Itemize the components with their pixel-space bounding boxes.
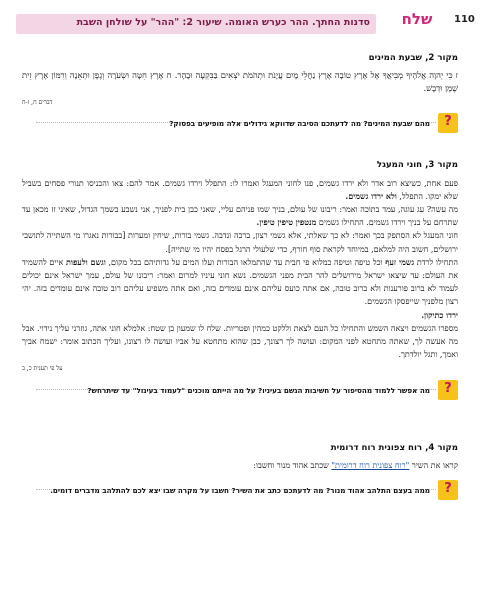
logo-text: שלח	[401, 10, 433, 28]
section-4-question	[22, 480, 458, 502]
section-4-title: מקור 4, רוח צפונית רוח דרומית	[330, 442, 458, 453]
song-link[interactable]: "רוח צפונית רוח דרומית"	[331, 460, 410, 470]
section-3-source: על פי תענית כ, ב	[22, 365, 63, 373]
section-2-title: מקור 2, שבעת המינים	[368, 53, 458, 63]
question-text: ממה בעצם התלהב אהוד מנור? מה לדעתכם כתב את השיר? חשבו על מקרה שבו יצא לכם להתלהב מדברים דומים.	[50, 486, 430, 496]
section-3-paragraph-3: חוני המעגל לא הסתפק בכך ואמר: לא כך שאלתי, אלא גשמי רצון, ברכה ונדבה. גשמי בורות, שיחין ומערות [בבורות נאגרו מי השתייה לתושבי ירושלים, חשוב היה למלאם, במיוחד לקראת סוף חורף, כדי שלעולי הרגל בפסח יהיו מי שתייה].	[22, 231, 458, 254]
section-4-intro: קראו את השיר "רוח צפונית רוח דרומית" שכתב אהוד מנור וחשבו:	[253, 460, 458, 470]
page-number: 110	[454, 14, 475, 25]
section-3-paragraph-4: התחילו לרדת גשמי זעף וכל טיפה וטיפה כמלוא פי חבית עד שהתמלאו הבורות ועלו המים על גדותיהם בכל מקום, וגשם ולעפות איים להשמיד את העולם: עד שיצאו ישראל מירושלים להר הבית מפני הגשמים. נשא חוני עיניו למרום ואמר: ריבונו של עולם, עמך ישראל אינם יכולים לעמוד לא ברוב פורענות ולא ברוב טובה, אם אתה כועס עליהם אינם עומדים בזה, ואם אתה משפיע עליהם רוב טובה אינם עומדים בזה. יהי רצון מלפניך שייפסקו הגשמים.	[22, 256, 458, 307]
brand-logo	[388, 4, 446, 36]
question-text: מה אפשר ללמוד מהסיפור על חשיבות הגשם בעיניו? על מה הייתם מוכנים "לעמוד בעיגול" עד שיתרחש?	[87, 385, 430, 395]
question-mark-icon: ?	[438, 113, 458, 133]
section-3-paragraph-6: מספרו הגשמים ויצאה השמש והתחילו כל העם לצאת וללקט כמהין ופטריות. שלח לו שמעון בן שטח: אלמלא חוני אתה, גוזרני עליך נידוי. אבל מה אעשה לך, שאתה מתחטא לפני המקום: ועושה לך רצונך, כבן שהוא מתחטא על אביו ועושה לו רצונו, ועליך הכתוב אומר: ישמח אביך ואמך, ותגל יולדתך.	[22, 323, 459, 360]
question-mark-icon: ?	[438, 380, 458, 400]
section-3-paragraph-1: פעם אחת, כשיצא רוב אדר ולא ירדו גשמים, פנו לחוני המעגל ואמרו לו: התפלל וירדו גשמים. אמר להם: צאו והכניסו תנורי פסחים בשביל שלא ימקו. התפלל, ולא ירדו גשמים.	[22, 178, 458, 201]
section-3-paragraph-2: מה עשה? עג עוגה, עמד בתוכה ואמר: ריבונו של עולם, בניך שמו פניהם עליי, שאני כבן בית לפניך, אני נשבע בשמך הגדול, שאיני זז מכאן עד שתרחם על בניך וירדו גשמים. התחילו גשמים מנטפין טיפין טיפין.	[22, 205, 458, 228]
section-3-paragraph-5: ירדו כתיקון.	[421, 309, 458, 320]
page-header	[0, 0, 480, 38]
section-2-question	[22, 113, 458, 135]
section-3-title: מקור 3, חוני המעגל	[376, 160, 458, 171]
section-3-question	[22, 380, 458, 402]
section-2-source: דברים ח, ז-ח	[22, 99, 53, 107]
question-mark-icon: ?	[438, 480, 458, 500]
content	[22, 52, 458, 502]
question-text: מהם שבעת המינים? מה לדעתכם הסיבה שדווקא גידולים אלה מופיעים בפסוק?	[169, 119, 430, 129]
header-title: סדנות החתך. ההר כערש האומה. שיעור 2: "ההר" על שולחן השבת	[76, 17, 370, 28]
section-2-verse: ז כִּי יְהוָה אֱלֹהֶיךָ מְבִיאֲךָ אֶל אֶרֶץ טוֹבָה אֶרֶץ נַחֲלֵי מָיִם עֲיָנֹת וּתְהֹמֹת יֹצְאִים בַּבִּקְעָה וּבָהָר. ח אֶרֶץ חִטָּה וּשְׂעֹרָה וְגֶפֶן וּתְאֵנָה וְרִמּוֹן אֶרֶץ זֵית שֶׁמֶן וּדְבָשׁ.	[22, 70, 458, 94]
